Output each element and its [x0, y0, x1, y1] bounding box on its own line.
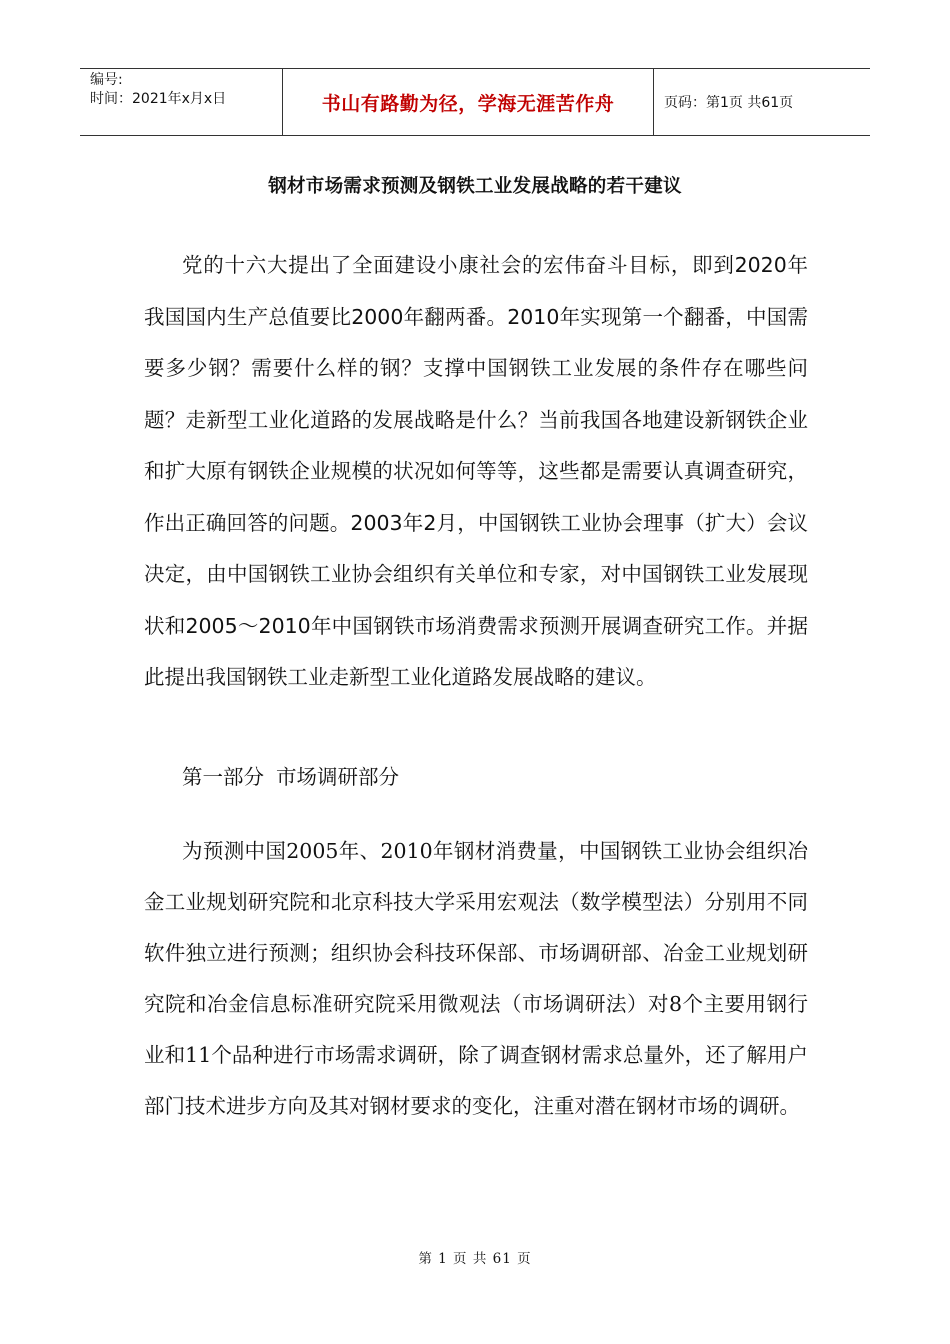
document-title: 钢材市场需求预测及钢铁工业发展战略的若干建议 — [268, 176, 682, 197]
section-part-label: 第一部分 — [182, 765, 264, 789]
header-meta-cell — [80, 69, 282, 135]
page-header — [80, 68, 870, 136]
header-motto-cell — [282, 69, 654, 135]
page-info: 页码：第1页 共61页 — [664, 95, 794, 111]
intro-paragraph: 党的十六大提出了全面建设小康社会的宏伟奋斗目标，即到2020年我国国内生产总值要比2000年翻两番。2010年实现第一个翻番，中国需要多少钢？需要什么样的钢？支撑中国钢铁工业发展的条件存在哪些问题？走新型工业化道路的发展战略是什么？当前我国各地建设新钢铁企业和扩大原有钢铁企业规模的状况如何等等，这些都是需要认真调查研究，作出正确回答的问题。2003年2月，中国钢铁工业协会理事（扩大）会议决定，由中国钢铁工业协会组织有关单位和专家，对中国钢铁工业发展现状和2005～2010年中国钢铁市场消费需求预测开展调查研究工作。并据此提出我国钢铁工业走新型工业化道路发展战略的建议。 — [144, 253, 808, 689]
page-footer: 第 1 页 共 61 页 — [418, 1251, 532, 1267]
time-label: 时间：2021年x月x日 — [90, 91, 227, 107]
market-research-paragraph: 为预测中国2005年、2010年钢材消费量，中国钢铁工业协会组织冶金工业规划研究院和北京科技大学采用宏观法（数学模型法）分别用不同软件独立进行预测；组织协会科技环保部、市场调研部、冶金工业规划研究院和冶金信息标准研究院采用微观法（市场调研法）对8个主要用钢行业和11个品种进行市场需求调研，除了调查钢材需求总量外，还了解用户部门技术进步方向及其对钢材要求的变化，注重对潜在钢材市场的调研。 — [144, 839, 808, 1118]
section-heading — [182, 760, 399, 790]
section-name: 市场调研部分 — [276, 765, 399, 789]
header-page-cell — [654, 69, 870, 135]
motto-text: 书山有路勤为径，学海无涯苦作舟 — [321, 92, 615, 115]
number-label: 编号: — [90, 72, 123, 88]
